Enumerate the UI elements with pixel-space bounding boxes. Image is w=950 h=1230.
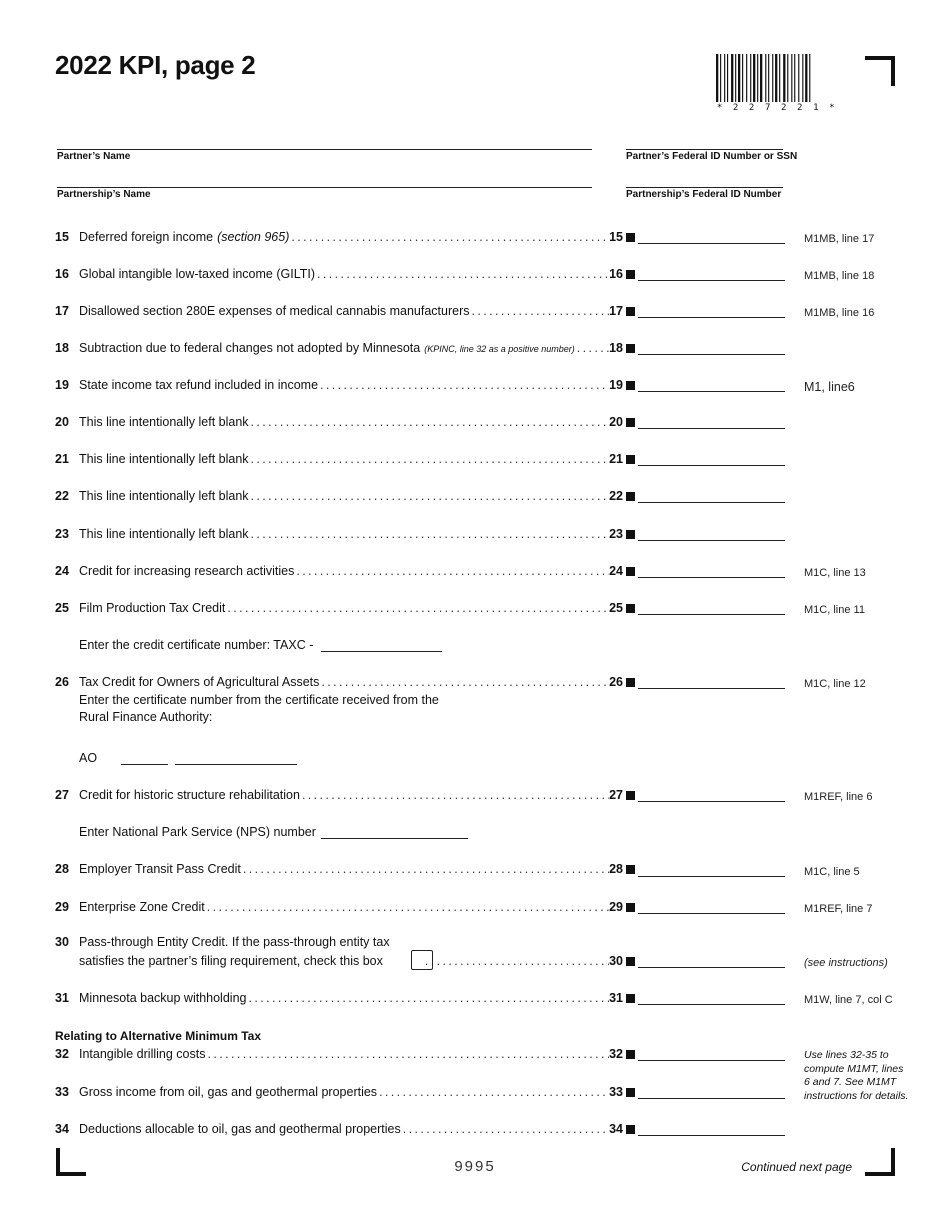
line-label: State income tax refund included in income: [79, 378, 319, 392]
line-number: 31: [55, 991, 69, 1005]
line-17-amount-field[interactable]: [638, 317, 785, 318]
line-25-amount-field[interactable]: [638, 614, 785, 615]
line-label: This line intentionally left blank: [79, 489, 249, 503]
line-26-reference: M1C, line 12: [804, 678, 866, 690]
line-ref-number: 17: [609, 304, 623, 318]
line-21-amount-field[interactable]: [638, 465, 785, 466]
line-19-amount-field[interactable]: [638, 391, 785, 392]
square-marker-icon: [626, 492, 635, 501]
line-34-amount-field[interactable]: [638, 1135, 785, 1136]
partner-id-field[interactable]: [626, 149, 783, 150]
line-number: 32: [55, 1047, 69, 1061]
barcode-bar: [775, 54, 777, 102]
barcode-bar: [787, 54, 788, 102]
line-15-row: [55, 230, 635, 250]
line-label: Pass-through Entity Credit. If the pass-through entity tax: [79, 935, 390, 949]
line-28-reference: M1C, line 5: [804, 866, 860, 878]
line-number: 29: [55, 900, 69, 914]
square-marker-icon: [626, 233, 635, 242]
square-marker-icon: [626, 994, 635, 1003]
form-number: 9995: [454, 1158, 496, 1175]
barcode-bar: [783, 54, 785, 102]
square-marker-icon: [626, 418, 635, 427]
line-15-amount-field[interactable]: [638, 243, 785, 244]
line-number: 24: [55, 564, 69, 578]
line-label: Minnesota backup withholding: [79, 991, 247, 1005]
line-label: Gross income from oil, gas and geothermal properties: [79, 1085, 378, 1099]
line-34-row: [55, 1122, 635, 1142]
line-ref-number: 32: [609, 1047, 623, 1061]
amt-instructions-note: Use lines 32-35 to compute M1MT, lines 6 and 7. See M1MT instructions for details.: [804, 1049, 909, 1102]
line-label: This line intentionally left blank: [79, 527, 249, 541]
square-marker-icon: [626, 381, 635, 390]
ag-certificate-text-1: Enter the certificate number from the certificate received from the: [79, 693, 439, 707]
barcode-bar: [735, 54, 736, 102]
line-23-row: [55, 527, 635, 547]
square-marker-icon: [626, 530, 635, 539]
line-18-row: [55, 341, 635, 361]
line-label: This line intentionally left blank: [79, 415, 249, 429]
line-29-reference: M1REF, line 7: [804, 903, 873, 915]
line-ref-number: 22: [609, 489, 623, 503]
line-31-reference: M1W, line 7, col C: [804, 994, 893, 1006]
line-number: 30: [55, 935, 69, 949]
line-label: Credit for historic structure rehabilitation: [79, 788, 300, 802]
square-marker-icon: [626, 678, 635, 687]
line-number: 33: [55, 1085, 69, 1099]
ao-number-field[interactable]: [175, 764, 297, 765]
line-29-amount-field[interactable]: [638, 913, 785, 914]
line-ref-number: 16: [609, 267, 623, 281]
line-label: Deductions allocable to oil, gas and geothermal properties: [79, 1122, 401, 1136]
line-17-row: [55, 304, 635, 324]
barcode-bar: [765, 54, 766, 102]
line-ref-number: 19: [609, 378, 623, 392]
line-ref-number: 21: [609, 452, 623, 466]
line-ref-number: 27: [609, 788, 623, 802]
ao-label: AO: [79, 751, 98, 765]
nps-label: Enter National Park Service (NPS) number: [79, 825, 316, 839]
line-32-amount-field[interactable]: [638, 1060, 785, 1061]
line-ref-number: 25: [609, 601, 623, 615]
line-ref-number: 24: [609, 564, 623, 578]
barcode-bar: [738, 54, 740, 102]
line-number: 21: [55, 452, 69, 466]
barcode-bar: [794, 54, 795, 102]
line-ref-number: 26: [609, 675, 623, 689]
barcode-bar: [809, 54, 810, 102]
line-23-amount-field[interactable]: [638, 540, 785, 541]
line-30-top-row: [55, 935, 635, 955]
line-33-row: [55, 1085, 635, 1105]
line-28-amount-field[interactable]: [638, 876, 785, 877]
registration-mark-bottom-right: [865, 1148, 895, 1176]
barcode-bar: [727, 54, 728, 102]
barcode-bar: [746, 54, 747, 102]
line-number: 26: [55, 675, 69, 689]
line-number: 34: [55, 1122, 69, 1136]
line-16-amount-field[interactable]: [638, 280, 785, 281]
barcode-bar: [802, 54, 803, 102]
square-marker-icon: [626, 344, 635, 353]
line-31-amount-field[interactable]: [638, 1004, 785, 1005]
line-ref-number: 23: [609, 527, 623, 541]
line-ref-number: 29: [609, 900, 623, 914]
line-20-row: [55, 415, 635, 435]
line-number: 23: [55, 527, 69, 541]
line-number: 28: [55, 862, 69, 876]
square-marker-icon: [626, 455, 635, 464]
line-number: 16: [55, 267, 69, 281]
line-30-reference: (see instructions): [804, 957, 888, 969]
barcode-bar: [742, 54, 743, 102]
barcode-bar: [768, 54, 769, 102]
amt-section-heading: Relating to Alternative Minimum Tax: [55, 1029, 262, 1043]
barcode: [716, 54, 838, 102]
line-label-note: (KPINC, line 32 as a positive number): [424, 344, 575, 354]
partner-id-label: Partner’s Federal ID Number or SSN: [626, 151, 798, 162]
square-marker-icon: [626, 270, 635, 279]
barcode-bar: [779, 54, 780, 102]
line-24-row: [55, 564, 635, 584]
square-marker-icon: [626, 903, 635, 912]
line-21-row: [55, 452, 635, 472]
barcode-text: * 2 2 7 2 2 1 *: [716, 103, 838, 113]
barcode-bar: [757, 54, 758, 102]
ao-prefix-field[interactable]: [121, 764, 168, 765]
square-marker-icon: [626, 604, 635, 613]
barcode-bar: [798, 54, 799, 102]
barcode-bar: [731, 54, 733, 102]
line-label: This line intentionally left blank: [79, 452, 249, 466]
registration-mark-bottom-left: [56, 1148, 86, 1176]
line-26-row: [55, 675, 635, 695]
line-27-amount-field[interactable]: [638, 801, 785, 802]
line-33-amount-field[interactable]: [638, 1098, 785, 1099]
line-24-amount-field[interactable]: [638, 577, 785, 578]
line-number: 19: [55, 378, 69, 392]
partnership-id-field[interactable]: [626, 187, 783, 188]
line-30-row: [79, 954, 635, 974]
line-28-row: [55, 862, 635, 882]
line-number: 22: [55, 489, 69, 503]
partnership-id-label: Partnership’s Federal ID Number: [626, 189, 782, 200]
line-label: Disallowed section 280E expenses of medical cannabis manufacturers: [79, 304, 470, 318]
square-marker-icon: [626, 1050, 635, 1059]
line-27-row: [55, 788, 635, 808]
line-number: 25: [55, 601, 69, 615]
square-marker-icon: [626, 1088, 635, 1097]
line-label: Global intangible low-taxed income (GILTI): [79, 267, 315, 281]
line-ref-number: 28: [609, 862, 623, 876]
line-22-row: [55, 489, 635, 509]
line-label: Enterprise Zone Credit: [79, 900, 205, 914]
line-25-reference: M1C, line 11: [804, 604, 865, 616]
line-31-row: [55, 991, 635, 1011]
line-label: Credit for increasing research activities: [79, 564, 295, 578]
barcode-bar: [724, 54, 725, 102]
line-label: Film Production Tax Credit: [79, 601, 226, 615]
square-marker-icon: [626, 865, 635, 874]
barcode-bar: [720, 54, 721, 102]
square-marker-icon: [626, 1125, 635, 1134]
line-19-row: [55, 378, 635, 398]
line-label: Subtraction due to federal changes not adopted by Minnesota: [79, 341, 421, 355]
line-label: satisfies the partner’s filing requirement, check this box: [79, 954, 383, 968]
barcode-bar: [805, 54, 807, 102]
continued-next-page: Continued next page: [741, 1160, 852, 1174]
line-label: Tax Credit for Owners of Agricultural Assets: [79, 675, 320, 689]
barcode-bar: [772, 54, 773, 102]
line-32-row: [55, 1047, 635, 1067]
ag-certificate-text-2: Rural Finance Authority:: [79, 710, 213, 724]
line-27-reference: M1REF, line 6: [804, 791, 873, 803]
partner-name-label: Partner’s Name: [57, 151, 131, 162]
line-label: Employer Transit Pass Credit: [79, 862, 241, 876]
line-ref-number: 30: [609, 954, 623, 968]
square-marker-icon: [626, 567, 635, 576]
line-ref-number: 15: [609, 230, 623, 244]
line-29-row: [55, 900, 635, 920]
taxc-label: Enter the credit certificate number: TAXC -: [79, 638, 314, 652]
barcode-bar: [791, 54, 792, 102]
line-22-amount-field[interactable]: [638, 502, 785, 503]
line-label: Intangible drilling costs: [79, 1047, 206, 1061]
line-ref-number: 31: [609, 991, 623, 1005]
nps-number-field[interactable]: [321, 838, 468, 839]
line-25-row: [55, 601, 635, 621]
line-number: 20: [55, 415, 69, 429]
pte-filing-checkbox[interactable]: [411, 950, 433, 970]
line-18-amount-field[interactable]: [638, 354, 785, 355]
line-label-italic: (section 965): [217, 230, 290, 244]
line-ref-number: 18: [609, 341, 623, 355]
line-number: 18: [55, 341, 69, 355]
barcode-bar: [716, 54, 718, 102]
line-ref-number: 34: [609, 1122, 623, 1136]
barcode-bar: [760, 54, 762, 102]
partner-name-field[interactable]: [57, 149, 592, 150]
barcode-bar: [753, 54, 755, 102]
line-20-amount-field[interactable]: [638, 428, 785, 429]
line-number: 15: [55, 230, 69, 244]
line-26-amount-field[interactable]: [638, 688, 785, 689]
square-marker-icon: [626, 791, 635, 800]
line-16-row: [55, 267, 635, 287]
line-15-reference: M1MB, line 17: [804, 233, 875, 245]
partnership-name-label: Partnership’s Name: [57, 189, 151, 200]
line-17-reference: M1MB, line 16: [804, 307, 875, 319]
line-16-reference: M1MB, line 18: [804, 270, 875, 282]
line-label: Deferred foreign income: [79, 230, 214, 244]
barcode-bar: [750, 54, 751, 102]
line-number: 17: [55, 304, 69, 318]
line-number: 27: [55, 788, 69, 802]
square-marker-icon: [626, 307, 635, 316]
square-marker-icon: [626, 957, 635, 966]
line-30-amount-field[interactable]: [638, 967, 785, 968]
line-24-reference: M1C, line 13: [804, 567, 866, 579]
registration-mark-top-right: [865, 56, 895, 86]
line-19-reference: M1, line6: [804, 380, 855, 394]
line-ref-number: 20: [609, 415, 623, 429]
partnership-name-field[interactable]: [57, 187, 592, 188]
line-ref-number: 33: [609, 1085, 623, 1099]
page-title: 2022 KPI, page 2: [55, 50, 256, 80]
taxc-number-field[interactable]: [321, 651, 442, 652]
